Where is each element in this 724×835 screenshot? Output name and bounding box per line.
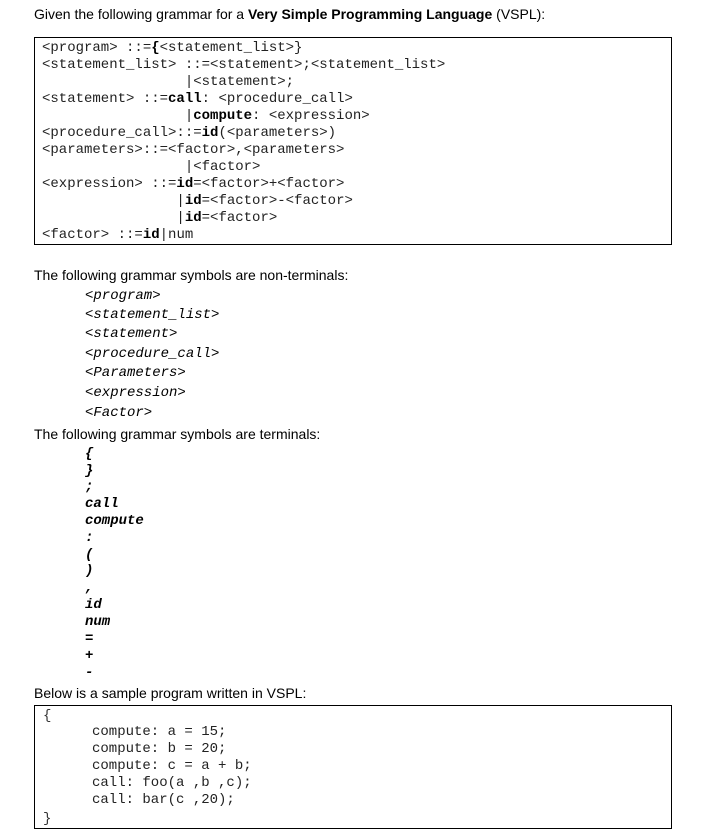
grammar-line: <procedure_call>::=id(<parameters>) <box>42 125 337 141</box>
nonterminal-item: <program> <box>85 288 161 304</box>
terminal-item: ; <box>85 479 94 495</box>
code-line: compute: c = a + b; <box>92 758 252 774</box>
terminal-item: + <box>85 648 94 664</box>
terminal-item: call <box>85 496 119 512</box>
intro-suffix: (VSPL): <box>492 6 546 22</box>
code-line: compute: b = 20; <box>92 741 227 757</box>
terminal-item: ( <box>85 547 94 563</box>
nonterminal-item: <procedure_call> <box>85 346 220 362</box>
close-brace: } <box>43 811 52 827</box>
terminal-item: ) <box>85 563 94 579</box>
grammar-line: |<factor> <box>42 159 261 175</box>
grammar-line: <factor> ::=id|num <box>42 227 194 243</box>
sample-program-box <box>34 705 672 829</box>
nonterminal-item: <statement> <box>85 326 178 342</box>
terminals-heading: The following grammar symbols are terminals: <box>34 426 321 442</box>
grammar-box <box>34 37 672 245</box>
code-line: call: foo(a ,b ,c); <box>92 775 252 791</box>
terminal-item: { <box>85 446 94 462</box>
grammar-line: <statement> ::=call: <procedure_call> <box>42 91 353 107</box>
intro-bold: Very Simple Programming Language <box>247 6 493 22</box>
terminal-item: num <box>85 614 111 630</box>
grammar-line: <statement_list> ::=<statement>;<statement_list> <box>42 57 446 73</box>
nonterminals-heading: The following grammar symbols are non-terminals: <box>34 267 349 283</box>
open-brace: { <box>43 708 52 724</box>
grammar-line: |id=<factor> <box>42 210 278 226</box>
intro-prefix: Given the following grammar for a <box>34 6 248 22</box>
code-line: compute: a = 15; <box>92 724 227 740</box>
sample-heading: Below is a sample program written in VSPL: <box>34 685 307 701</box>
nonterminal-item: <expression> <box>85 385 186 401</box>
terminal-item: = <box>85 631 94 647</box>
grammar-line: |id=<factor>-<factor> <box>42 193 353 209</box>
grammar-line: <parameters>::=<factor>,<parameters> <box>42 142 345 158</box>
nonterminal-item: <Parameters> <box>85 365 186 381</box>
grammar-line: <program> ::={<statement_list>} <box>42 40 303 56</box>
terminal-item: } <box>85 463 94 479</box>
grammar-line: <expression> ::=id=<factor>+<factor> <box>42 176 345 192</box>
nonterminal-item: <statement_list> <box>85 307 220 323</box>
grammar-line: |<statement>; <box>42 74 295 90</box>
nonterminal-item: <Factor> <box>85 405 153 421</box>
grammar-line: |compute: <expression> <box>42 108 370 124</box>
code-line: call: bar(c ,20); <box>92 792 235 808</box>
terminal-item: , <box>85 580 94 596</box>
intro-text <box>34 6 545 22</box>
terminal-item: id <box>85 597 102 613</box>
terminal-item: : <box>85 530 94 546</box>
terminal-item: - <box>85 665 94 681</box>
terminal-item: compute <box>85 513 144 529</box>
